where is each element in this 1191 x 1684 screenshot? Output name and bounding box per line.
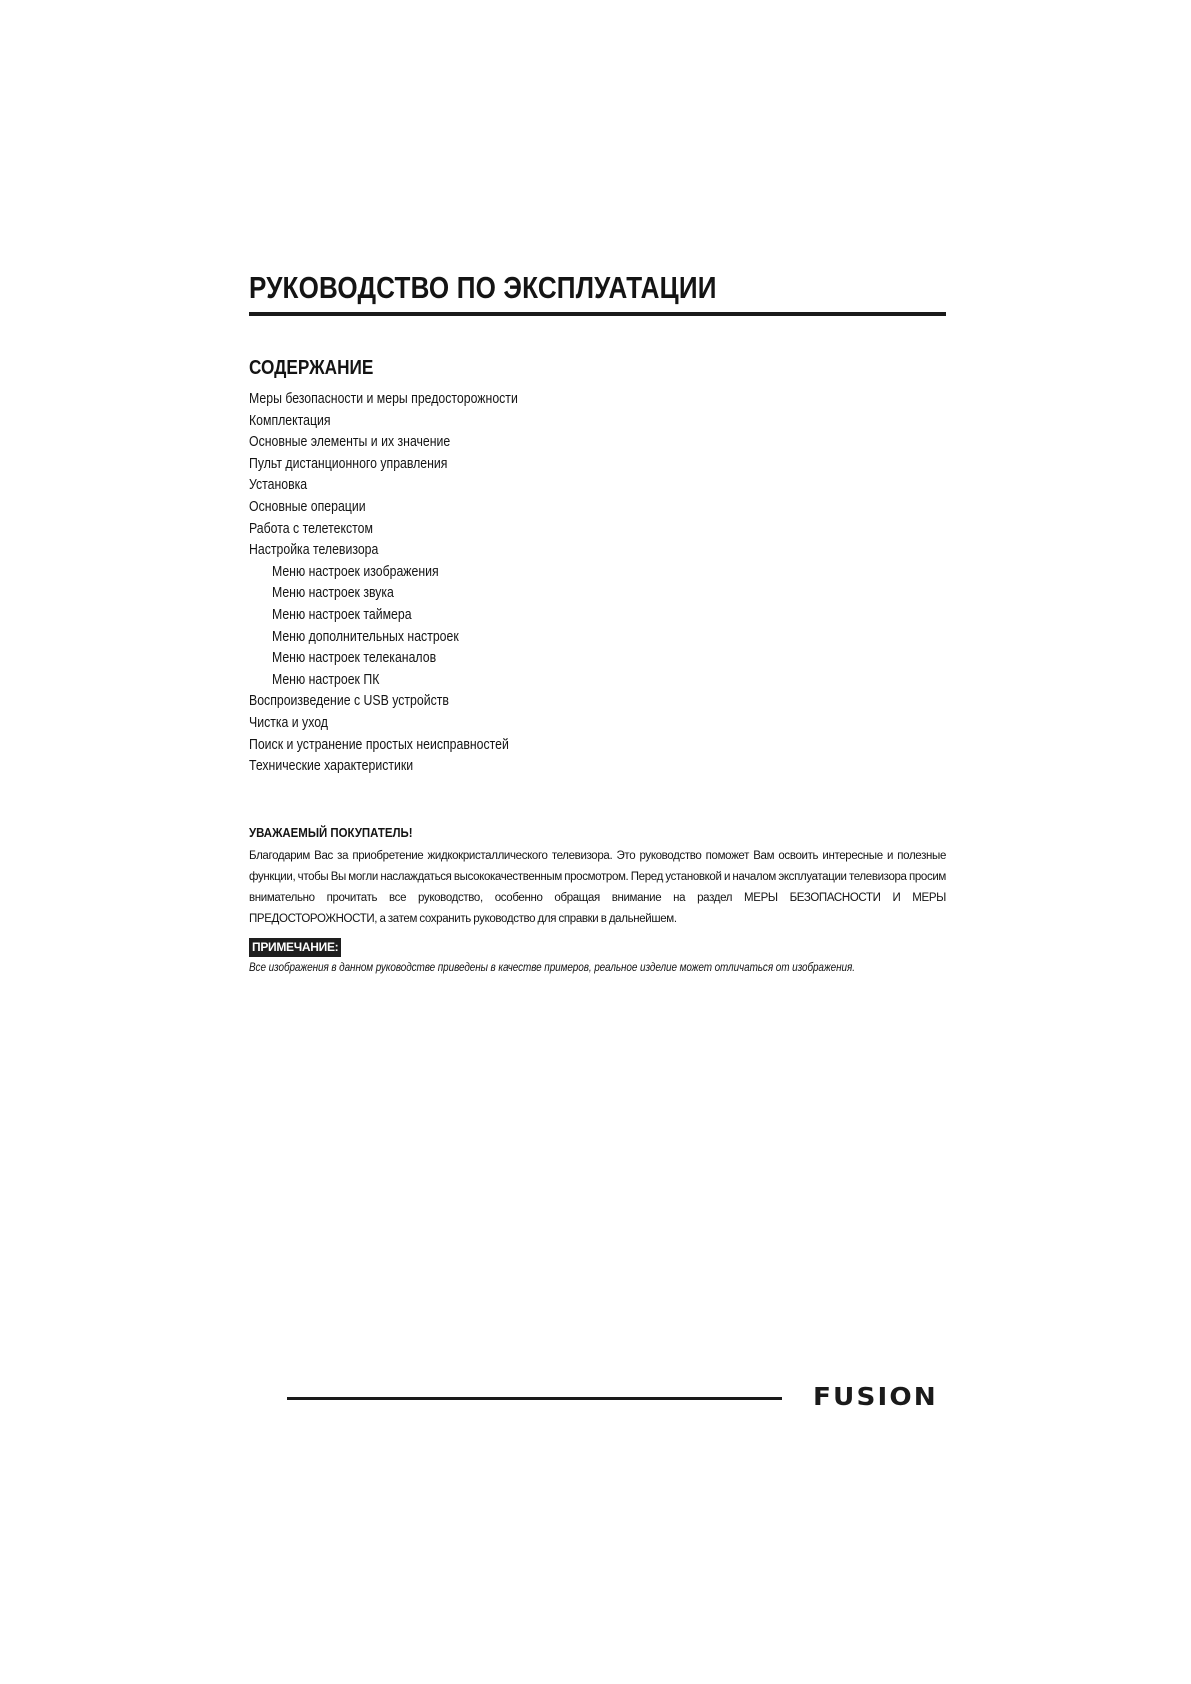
- title-divider: [249, 312, 946, 316]
- greeting-heading: УВАЖАЕМЫЙ ПОКУПАТЕЛЬ!: [249, 825, 413, 840]
- toc-item: Комплектация: [249, 411, 331, 429]
- toc-item: Технические характеристики: [249, 757, 414, 775]
- toc-item: Меню настроек телеканалов: [271, 649, 437, 667]
- greeting-text: Благодарим Вас за приобретение жидкокристаллического телевизора. Это руководство поможет Вам освоить интересные и полезные функции, чтобы Вы могли наслаждаться высококачественным просмотром. Перед установкой и началом эксплуатации телевизора просим внимательно прочитать все руководство, особенно обращая внимание на раздел МЕРЫ БЕЗОПАСНОСТИ И МЕРЫ ПРЕДОСТОРОЖНОСТИ, а затем сохранить руководство для справки в дальнейшем.: [249, 850, 946, 925]
- toc-item: Настройка телевизора: [249, 541, 379, 559]
- note-text: Все изображения в данном руководстве приведены в качестве примеров, реальное изделие может отличаться от изображения.: [249, 960, 855, 974]
- toc-item: Меню настроек ПК: [271, 670, 380, 688]
- footer-divider: [287, 1397, 782, 1400]
- table-of-contents: [249, 388, 577, 777]
- toc-item: Основные элементы и их значение: [249, 433, 451, 451]
- toc-heading: СОДЕРЖАНИЕ: [249, 357, 374, 379]
- toc-item: Меры безопасности и меры предосторожности: [249, 390, 518, 407]
- toc-item: Меню настроек изображения: [271, 562, 439, 580]
- page-title: РУКОВОДСТВО ПО ЭКСПЛУАТАЦИИ: [249, 270, 717, 305]
- toc-item: Основные операции: [249, 497, 366, 515]
- toc-item: Пульт дистанционного управления: [249, 454, 448, 472]
- toc-item: Работа с телетекстом: [249, 519, 373, 537]
- toc-item: Поиск и устранение простых неисправностей: [249, 735, 509, 753]
- brand-logo: FUSION: [813, 1382, 938, 1411]
- toc-item: Установка: [249, 476, 308, 494]
- note-label: ПРИМЕЧАНИЕ:: [249, 938, 341, 957]
- toc-item: Меню дополнительных настроек: [271, 627, 459, 645]
- toc-item: Воспроизведение с USB устройств: [249, 692, 449, 710]
- toc-item: Меню настроек звука: [271, 584, 394, 602]
- toc-item: Меню настроек таймера: [271, 605, 412, 623]
- toc-item: Чистка и уход: [249, 713, 328, 731]
